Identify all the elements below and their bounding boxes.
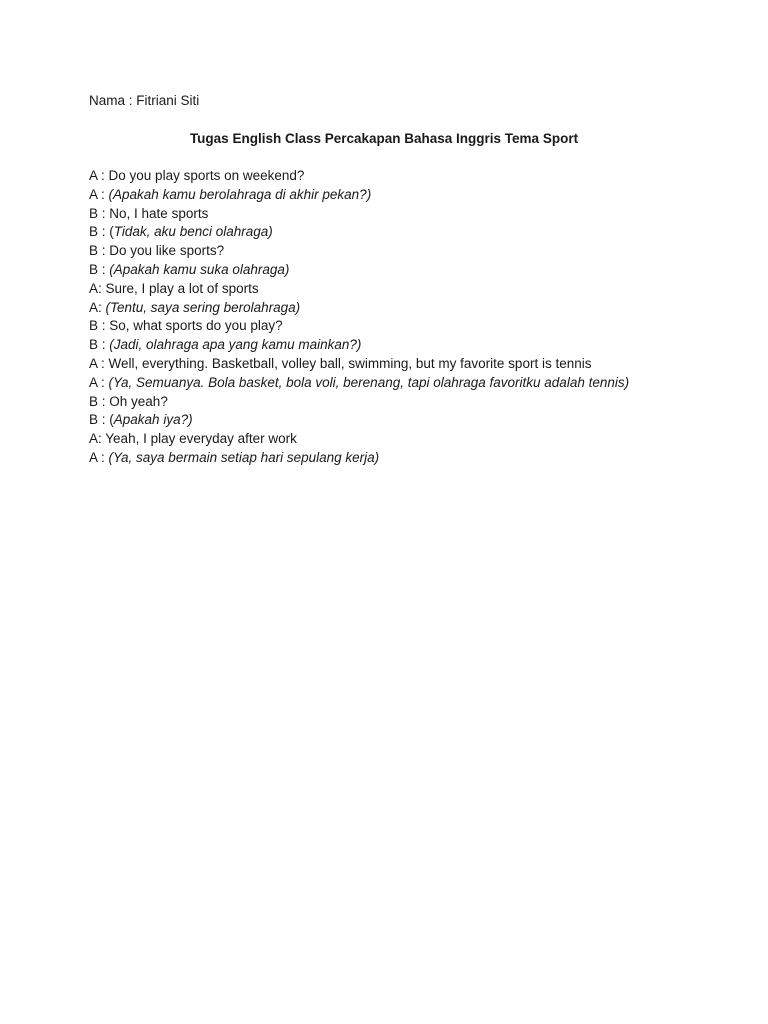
speaker-label: B: [89, 261, 99, 277]
speaker-separator: :: [98, 337, 110, 353]
dialogue-translation-line: [89, 299, 729, 318]
dialogue-line: [89, 317, 729, 336]
speaker-label: B: [89, 243, 99, 259]
dialogue-line: [89, 242, 729, 261]
dialogue-line: [89, 280, 729, 299]
utterance-text: Yeah, I play everyday after work: [105, 431, 297, 447]
open-paren: (: [109, 224, 114, 240]
utterance-text: Oh yeah?: [109, 393, 168, 409]
speaker-separator: :: [97, 374, 109, 390]
translation-text: Tidak, aku benci olahraga): [113, 224, 273, 240]
speaker-separator: :: [98, 431, 106, 447]
speaker-label: B: [89, 412, 99, 428]
dialogue-line: [89, 355, 729, 374]
utterance-text: Well, everything. Basketball, volley ball, swimming, but my favorite sport is tennis: [108, 355, 592, 371]
translation-text: (Tentu, saya sering berolahraga): [105, 299, 301, 315]
speaker-label: B: [89, 205, 99, 221]
dialogue-translation-line: [89, 186, 729, 205]
speaker-separator: :: [98, 280, 106, 296]
speaker-label: A: [89, 449, 98, 465]
speaker-separator: :: [98, 393, 110, 409]
speaker-label: A: [89, 168, 98, 183]
document-title: Tugas English Class Percakapan Bahasa Inggris Tema Sport: [189, 131, 579, 146]
speaker-separator: :: [98, 412, 110, 428]
utterance-text: Do you play sports on weekend?: [108, 168, 305, 183]
dialogue-list: [89, 167, 729, 468]
translation-text: (Jadi, olahraga apa yang kamu mainkan?): [109, 337, 362, 353]
speaker-separator: :: [98, 261, 110, 277]
speaker-label: B: [89, 393, 99, 409]
speaker-separator: :: [97, 186, 109, 202]
dialogue-translation-line: [89, 411, 729, 430]
dialogue-translation-line: [89, 261, 729, 280]
speaker-label: A: [89, 280, 99, 296]
speaker-label: A: [89, 299, 99, 315]
speaker-separator: :: [98, 224, 110, 240]
speaker-separator: :: [98, 205, 110, 221]
dialogue-line: [89, 430, 729, 449]
translation-text: (Apakah kamu suka olahraga): [109, 261, 290, 277]
dialogue-translation-line: [89, 336, 729, 355]
speaker-separator: :: [97, 168, 109, 183]
speaker-separator: :: [97, 355, 109, 371]
speaker-separator: :: [98, 318, 110, 334]
speaker-label: B: [89, 224, 99, 240]
open-paren: (: [109, 412, 114, 428]
utterance-text: Sure, I play a lot of sports: [105, 280, 259, 296]
speaker-label: A: [89, 374, 98, 390]
utterance-text: No, I hate sports: [109, 205, 209, 221]
speaker-label: A: [89, 355, 98, 371]
speaker-separator: :: [98, 243, 110, 259]
speaker-separator: :: [98, 299, 106, 315]
dialogue-translation-line: [89, 449, 729, 468]
dialogue-translation-line: [89, 374, 729, 393]
speaker-separator: :: [97, 449, 109, 465]
dialogue-line: [89, 167, 729, 186]
speaker-label: A: [89, 431, 99, 447]
student-name: Nama : Fitriani Siti: [89, 93, 200, 108]
dialogue-translation-line: [89, 223, 729, 242]
speaker-label: B: [89, 318, 99, 334]
dialogue-line: [89, 393, 729, 412]
translation-text: (Ya, Semuanya. Bola basket, bola voli, berenang, tapi olahraga favoritku adalah tennis): [108, 374, 630, 390]
translation-text: (Ya, saya bermain setiap hari sepulang kerja): [108, 449, 380, 465]
speaker-label: A: [89, 186, 98, 202]
utterance-text: Do you like sports?: [109, 243, 225, 259]
speaker-label: B: [89, 337, 99, 353]
utterance-text: So, what sports do you play?: [109, 318, 283, 334]
translation-text: (Apakah kamu berolahraga di akhir pekan?): [108, 186, 372, 202]
dialogue-line: [89, 205, 729, 224]
translation-text: Apakah iya?): [113, 412, 193, 428]
